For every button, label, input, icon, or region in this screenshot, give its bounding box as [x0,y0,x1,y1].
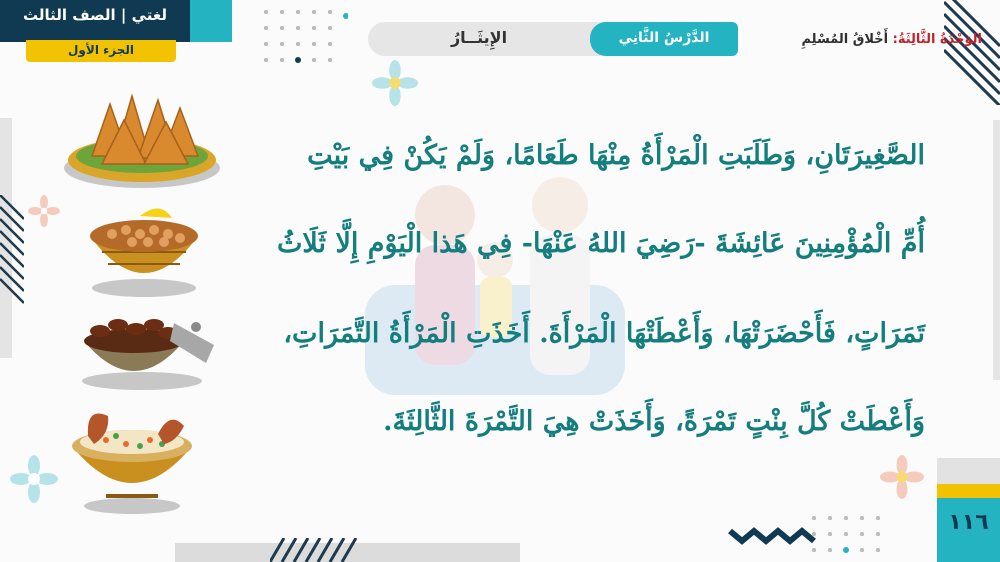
lesson-name: الإِيثَــارُ [450,28,508,47]
family-watermark-illustration [345,165,645,405]
unit-label: الوَحْدَةُ الثَّالِثَةُ: [892,32,982,47]
story-line: وَأَعْطَتْ كُلَّ بِنْتٍ تَمْرَةً، وَأَخَذَتْ هِيَ التَّمْرَةَ الثَّالِثَةَ. [383,406,925,437]
story-line: تَمَرَاتٍ، فَأَحْضَرَتْهَا، وَأَعْطَتْهَا الْمَرْأَةَ. أَخَذَتِ الْمَرْأَةُ التَّمَرَاتِ، [283,318,925,349]
dots-decoration [262,6,348,66]
diagonal-stripes-decoration [270,538,360,562]
page-number-box-band [937,484,1000,498]
right-gray-bar [993,120,1000,380]
book-badge-accent [190,0,232,42]
unit-heading [801,32,982,47]
zigzag-decoration [728,525,818,547]
lesson-label: الدَّرْسُ الثَّانِي [618,30,710,46]
flower-decoration [880,455,924,499]
flower-decoration [10,455,58,503]
flower-decoration [28,195,60,227]
page-number-box-top [937,458,1000,484]
book-title: لغتي | الصف الثالث [22,6,167,24]
unit-title: أَخْلاقُ المُسْلِمِ [801,32,889,47]
story-line: الصَّغِيرَتَانِ، وَطَلَبَتِ الْمَرْأَةُ مِنْهَا طَعَامًا، وَلَمْ يَكُنْ فِي بَيْتِ [307,140,925,171]
chickpeas-bowl-image [82,198,206,298]
dates-bowl-image [78,305,216,391]
samosa-plate-image [62,86,222,190]
flower-decoration [372,60,418,106]
dots-decoration [808,512,888,557]
diagonal-stripes-decoration [944,0,1000,105]
book-part-label: الجزء الأول [68,43,134,57]
story-line: أُمِّ الْمُؤْمِنِينَ عَائِشَةَ -رَضِيَ اللهُ عَنْهَا- فِي هَذا الْيَوْمِ إِلَّا ثَلَاثُ [277,228,925,259]
diagonal-stripes-decoration [0,195,24,310]
page-number: ١١٦ [948,510,989,535]
rice-bowl-image [66,400,198,514]
